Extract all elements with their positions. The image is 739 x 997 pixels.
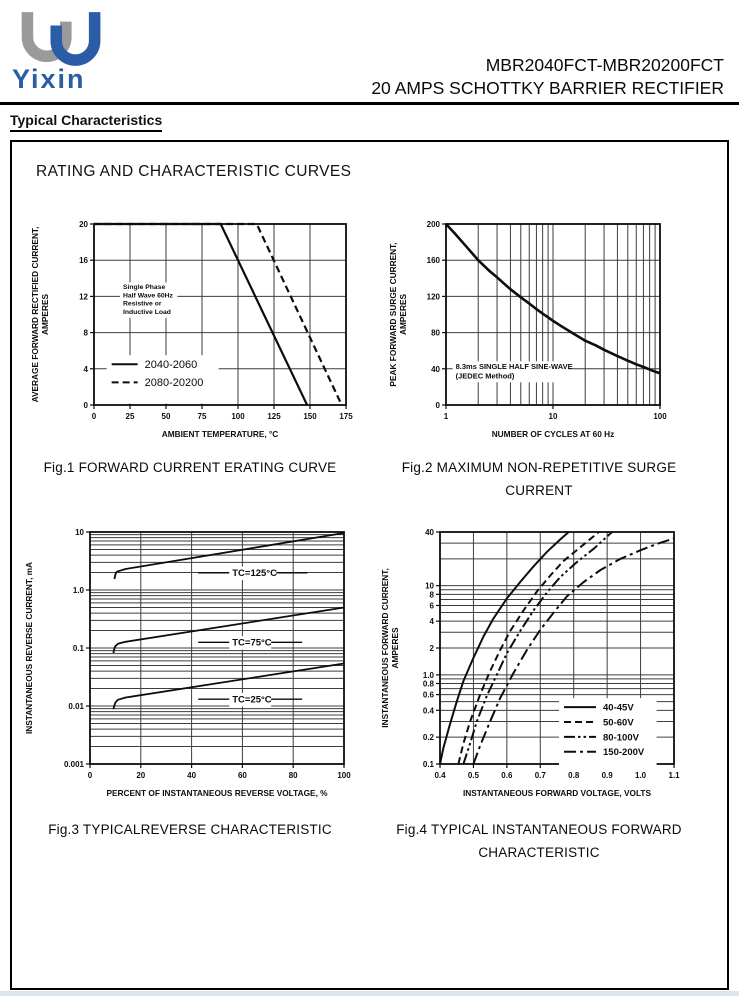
svg-text:20: 20: [79, 220, 88, 229]
svg-text:16: 16: [79, 256, 88, 266]
svg-text:Single Phase: Single Phase: [122, 284, 166, 292]
svg-text:150: 150: [303, 412, 317, 421]
fig2-surge-chart: [388, 210, 688, 458]
logo-blue-u: [56, 12, 94, 60]
fig4-caption: [380, 818, 698, 864]
svg-text:175: 175: [339, 412, 353, 421]
svg-text:0.2: 0.2: [422, 733, 434, 743]
svg-text:4: 4: [429, 617, 434, 627]
svg-text:120: 120: [426, 292, 440, 302]
svg-text:INSTANTANEOUS FORWARD VOLTAGE,: INSTANTANEOUS FORWARD VOLTAGE, VOLTS: [462, 788, 652, 798]
svg-text:0.8: 0.8: [422, 679, 434, 689]
svg-text:0: 0: [435, 401, 440, 410]
svg-text:75: 75: [197, 412, 207, 421]
svg-text:0.1: 0.1: [72, 644, 84, 653]
svg-text:40: 40: [431, 364, 440, 374]
svg-text:8.3ms SINGLE HALF SINE-WAVE: 8.3ms SINGLE HALF SINE-WAVE: [455, 361, 573, 371]
svg-text:0.8: 0.8: [568, 771, 580, 780]
svg-text:40: 40: [425, 528, 434, 537]
svg-text:Half Wave 60Hz: Half Wave 60Hz: [122, 292, 173, 300]
device-description-title: 20 AMPS SCHOTTKY BARRIER RECTIFIER: [371, 78, 724, 98]
fig1-derating-chart: [30, 210, 382, 458]
svg-text:125: 125: [267, 412, 281, 421]
svg-text:10: 10: [425, 581, 434, 591]
svg-text:PERCENT OF INSTANTANEOUS REVER: PERCENT OF INSTANTANEOUS REVERSE VOLTAGE, %: [106, 788, 328, 798]
svg-text:200: 200: [426, 220, 440, 229]
fig2-caption-line2: CURRENT: [505, 483, 573, 498]
svg-text:10: 10: [75, 528, 84, 537]
svg-text:1.0: 1.0: [72, 586, 84, 595]
svg-text:0.6: 0.6: [501, 771, 513, 780]
fig2-caption: [380, 456, 698, 502]
svg-text:INSTANTANEOUS FORWARD CURRENT,: INSTANTANEOUS FORWARD CURRENT,: [380, 568, 390, 728]
svg-text:Inductive Load: Inductive Load: [122, 308, 171, 316]
fig2-canvas: [388, 210, 688, 453]
svg-text:1.1: 1.1: [668, 771, 680, 780]
svg-text:2040-2060: 2040-2060: [144, 358, 198, 371]
svg-text:Resistive or: Resistive or: [122, 300, 162, 308]
svg-text:AMPERES: AMPERES: [398, 293, 408, 336]
fig3-caption-line1: Fig.3 TYPICALREVERSE CHARACTERISTIC: [48, 822, 332, 837]
svg-text:0.01: 0.01: [68, 702, 84, 711]
svg-text:INSTANTANEOUS REVERSE CURRENT,: INSTANTANEOUS REVERSE CURRENT, mA: [24, 561, 34, 735]
svg-text:100: 100: [653, 412, 667, 421]
fig4-canvas: [380, 520, 698, 810]
svg-text:8: 8: [83, 328, 88, 338]
svg-text:6: 6: [429, 601, 434, 611]
header-divider: [0, 102, 739, 105]
fig2-caption-line1: Fig.2 MAXIMUM NON-REPETITIVE SURGE: [401, 460, 677, 475]
svg-text:NUMBER OF CYCLES AT 60 Hz: NUMBER OF CYCLES AT 60 Hz: [491, 429, 615, 439]
svg-text:100: 100: [231, 412, 245, 421]
fig4-forward-chart: [380, 520, 698, 815]
svg-text:50: 50: [161, 412, 171, 421]
svg-text:0.7: 0.7: [534, 771, 546, 780]
brand-name: Yixin: [12, 64, 86, 94]
section-title: Typical Characteristics: [10, 112, 162, 132]
svg-text:1: 1: [443, 412, 449, 421]
fig3-caption: [10, 818, 370, 841]
fig4-caption-line2: CHARACTERISTIC: [478, 845, 600, 860]
svg-text:AMBIENT TEMPERATURE, °C: AMBIENT TEMPERATURE, °C: [161, 429, 279, 439]
svg-text:0: 0: [87, 771, 93, 780]
svg-text:1.0: 1.0: [422, 670, 434, 680]
svg-text:8: 8: [429, 590, 434, 600]
svg-text:80: 80: [288, 771, 298, 780]
fig3-canvas: [24, 520, 364, 810]
svg-text:0.5: 0.5: [467, 771, 479, 780]
svg-text:80-100V: 80-100V: [603, 732, 639, 744]
svg-text:80: 80: [431, 328, 440, 338]
svg-text:0: 0: [91, 412, 97, 421]
yixin-logo: [14, 8, 110, 68]
svg-text:AMPERES: AMPERES: [390, 627, 400, 669]
svg-text:40: 40: [187, 771, 197, 780]
document-title: [371, 54, 724, 100]
svg-text:1.0: 1.0: [635, 771, 647, 780]
fig1-caption: [10, 456, 370, 479]
svg-text:25: 25: [125, 412, 135, 421]
svg-text:12: 12: [79, 292, 88, 302]
panel-heading: RATING AND CHARACTERISTIC CURVES: [36, 163, 352, 180]
svg-text:TC=25°C: TC=25°C: [232, 694, 272, 706]
fig1-caption-line1: Fig.1 FORWARD CURRENT ERATING CURVE: [43, 460, 337, 475]
svg-text:2080-20200: 2080-20200: [144, 376, 204, 389]
fig1-canvas: [30, 210, 382, 453]
fig4-caption-line1: Fig.4 TYPICAL INSTANTANEOUS FORWARD: [396, 822, 682, 837]
svg-text:PEAK FORWARD SURGE CURRENT,: PEAK FORWARD SURGE CURRENT,: [388, 242, 398, 387]
svg-text:TC=125°C: TC=125°C: [232, 568, 277, 580]
svg-text:0.6: 0.6: [422, 690, 434, 700]
svg-text:20: 20: [136, 771, 146, 780]
svg-text:60: 60: [237, 771, 247, 780]
svg-text:40-45V: 40-45V: [603, 702, 634, 714]
svg-text:100: 100: [337, 771, 351, 780]
footer-accent-bar: [0, 991, 739, 996]
svg-text:2: 2: [429, 644, 434, 653]
svg-text:0.9: 0.9: [601, 771, 613, 780]
svg-text:0: 0: [83, 401, 88, 410]
svg-text:(JEDEC Method): (JEDEC Method): [455, 371, 515, 381]
svg-text:160: 160: [426, 256, 440, 266]
svg-text:0.1: 0.1: [422, 760, 434, 769]
fig3-reverse-chart: [24, 520, 364, 815]
svg-text:TC=75°C: TC=75°C: [232, 637, 272, 649]
svg-text:AVERAGE FORWARD RECTIFIED CURR: AVERAGE FORWARD RECTIFIED CURRENT,: [30, 226, 40, 403]
svg-text:4: 4: [83, 364, 88, 374]
svg-text:150-200V: 150-200V: [603, 747, 645, 759]
svg-text:0.4: 0.4: [434, 771, 446, 780]
svg-text:10: 10: [548, 412, 558, 421]
svg-text:0.001: 0.001: [63, 760, 84, 769]
svg-text:AMPERES: AMPERES: [40, 293, 50, 336]
svg-text:50-60V: 50-60V: [603, 717, 634, 729]
svg-text:0.4: 0.4: [422, 706, 434, 716]
part-number-title: MBR2040FCT-MBR20200FCT: [485, 55, 724, 75]
